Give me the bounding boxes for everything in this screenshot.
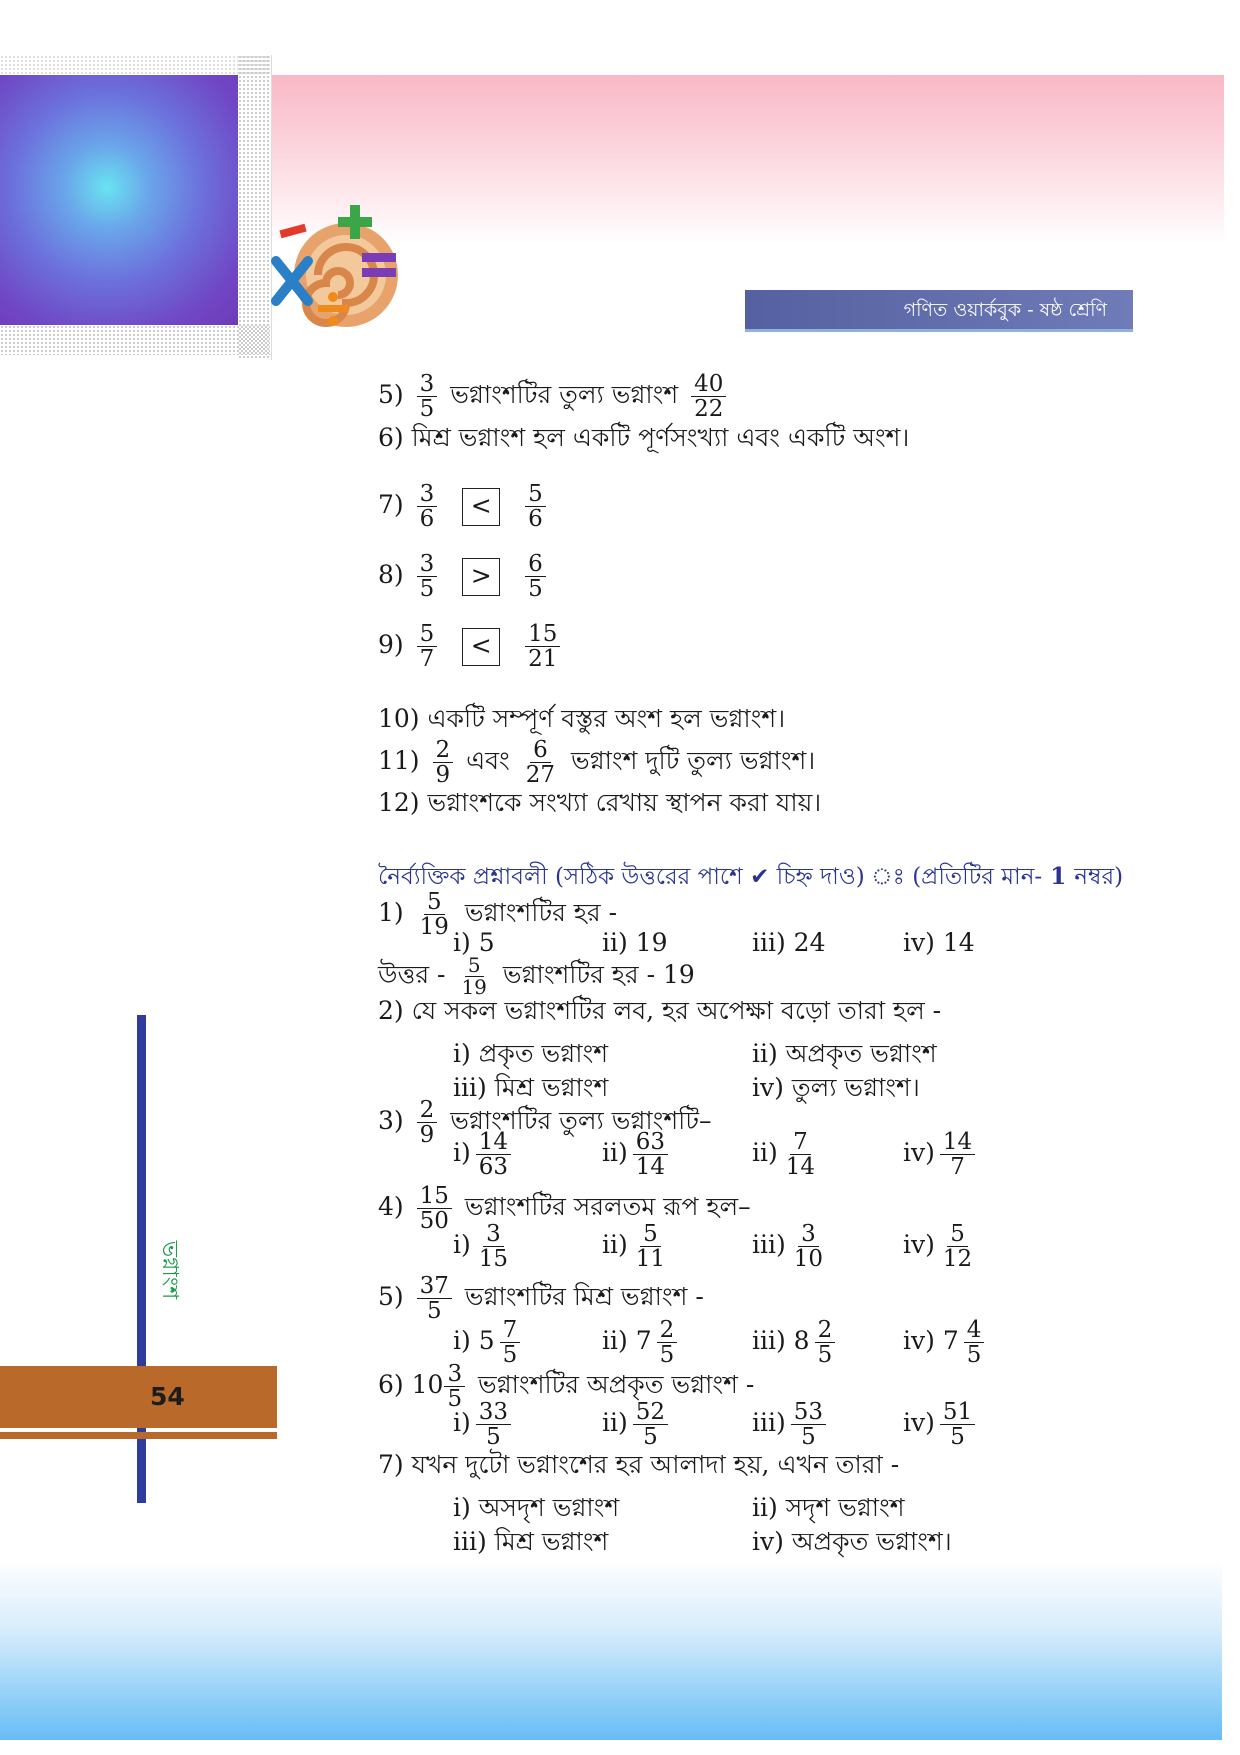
- fraction: $\frac{2}{9}$: [433, 738, 454, 787]
- mcq-option[interactable]: ii) $\frac{63}{14}$: [602, 1130, 673, 1179]
- mcq-option[interactable]: i) 5 $\frac{7}{5}$: [453, 1318, 525, 1367]
- mcq-option[interactable]: iv) $\frac{14}{7}$: [903, 1130, 980, 1179]
- mcq-section-title: নৈর্ব্যক্তিক প্রশ্নাবলী (সঠিক উত্তরের পাশে ✔ চিহ্ন দাও) ঃ (প্রতিটির মান- 1 নম্বর): [378, 863, 1124, 890]
- mcq-option[interactable]: ii) $\frac{52}{5}$: [602, 1400, 673, 1449]
- fraction: $\frac{5}{19}$: [461, 953, 487, 999]
- bottom-gradient: [0, 1560, 1222, 1740]
- mcq-option[interactable]: iii) 8 $\frac{2}{5}$: [752, 1318, 840, 1367]
- fraction: $\frac{6}{5}$: [525, 552, 546, 601]
- fraction: $\frac{15}{50}$: [417, 1184, 452, 1233]
- dot-pattern-right: [238, 55, 270, 360]
- fraction: $\frac{5}{6}$: [525, 482, 546, 531]
- fraction: $\frac{5}{7}$: [417, 622, 438, 671]
- statement-6: 6) মিশ্র ভগ্নাংশ হল একটি পূর্ণসংখ্যা এবং একটি অংশ।: [378, 423, 910, 452]
- mcq-option[interactable]: iii) মিশ্র ভগ্নাংশ: [453, 1527, 609, 1556]
- mcq-option[interactable]: iii) $\frac{53}{5}$: [752, 1400, 831, 1449]
- book-title: গণিত ওয়ার্কবুক - ষষ্ঠ শ্রেণি: [903, 299, 1107, 321]
- dot-pattern-top: [0, 55, 270, 75]
- fraction: $\frac{6}{27}$: [525, 737, 556, 789]
- mcq-option[interactable]: iv) অপ্রকৃত ভগ্নাংশ।: [752, 1527, 952, 1556]
- chapter-label: ভগ্নাংশ: [157, 1240, 182, 1300]
- mcq-question-4: 4) $\frac{15}{50}$ ভগ্নাংশটির সরলতম রূপ হল–: [378, 1183, 751, 1235]
- mcq-option[interactable]: iv) $\frac{51}{5}$: [903, 1400, 980, 1449]
- mcq-option[interactable]: ii) অপ্রকৃত ভগ্নাংশ: [752, 1039, 937, 1068]
- math-symbols-logo-icon: [268, 205, 416, 337]
- comparison-sign-box: <: [462, 628, 500, 666]
- comparison-9: 9) $\frac{5}{7}$ < $\frac{15}{21}$: [378, 622, 565, 671]
- statement-10: 10) একটি সম্পূর্ণ বস্তুর অংশ হল ভগ্নাংশ।: [378, 704, 786, 733]
- mcq-question-5: 5) $\frac{37}{5}$ ভগ্নাংশটির মিশ্র ভগ্নাংশ -: [378, 1273, 704, 1325]
- comparison-7: 7) $\frac{3}{6}$ < $\frac{5}{6}$: [378, 482, 551, 531]
- mcq-option[interactable]: i) 5: [453, 928, 495, 957]
- mcq-option[interactable]: ii) $\frac{7}{14}$: [752, 1129, 816, 1181]
- fraction: $\frac{5}{19}$: [419, 889, 449, 941]
- statement-12: 12) ভগ্নাংশকে সংখ্যা রেখায় স্থাপন করা যায়।: [378, 788, 822, 817]
- mcq-option[interactable]: i) $\frac{3}{15}$: [453, 1221, 509, 1273]
- decorative-gradient-square: [0, 75, 238, 325]
- fraction: $\frac{3}{6}$: [417, 482, 438, 531]
- statement-5: 5) $\frac{3}{5}$ ভগ্নাংশটির তুল্য ভগ্নাংশ $\frac{40}{22}$: [378, 372, 731, 421]
- mcq-option[interactable]: iii) $\frac{3}{10}$: [752, 1221, 824, 1273]
- page-number: 54: [150, 1382, 185, 1411]
- mcq-option[interactable]: iii) মিশ্র ভগ্নাংশ: [453, 1073, 609, 1102]
- mcq-question-6: 6) 10 $\frac{3}{5}$ ভগ্নাংশটির অপ্রকৃত ভগ্নাংশ -: [378, 1361, 755, 1413]
- mcq-option[interactable]: iv) 7 $\frac{4}{5}$: [903, 1318, 989, 1367]
- book-title-banner: [745, 290, 1133, 332]
- mcq-question-7: 7) যখন দুটো ভগ্নাংশের হর আলাদা হয়, এখন তারা -: [378, 1450, 900, 1479]
- mcq-option[interactable]: i) $\frac{33}{5}$: [453, 1400, 516, 1449]
- mcq-option[interactable]: iv) 14: [903, 928, 975, 957]
- mcq-option[interactable]: i) প্রকৃত ভগ্নাংশ: [453, 1039, 609, 1068]
- mcq-option[interactable]: i) অসদৃশ ভগ্নাংশ: [453, 1493, 620, 1522]
- mcq-option[interactable]: ii) $\frac{5}{11}$: [602, 1221, 666, 1273]
- fraction: $\frac{37}{5}$: [417, 1274, 452, 1323]
- fraction: $\frac{3}{5}$: [417, 372, 438, 421]
- fraction: $\frac{3}{5}$: [417, 552, 438, 601]
- dot-pattern-bottom: [0, 325, 270, 355]
- page-number-underline: [0, 1432, 277, 1439]
- mcq-option[interactable]: i) $\frac{14}{63}$: [453, 1130, 516, 1179]
- comparison-8: 8) $\frac{3}{5}$ > $\frac{6}{5}$: [378, 552, 551, 601]
- chapter-side-bar: [137, 1015, 146, 1503]
- statement-11: 11) $\frac{2}{9}$ এবং $\frac{6}{27}$ ভগ্নাংশ দুটি তুল্য ভগ্নাংশ।: [378, 737, 816, 789]
- mcq-option[interactable]: iv) $\frac{5}{12}$: [903, 1221, 973, 1273]
- mcq-option[interactable]: ii) 7 $\frac{2}{5}$: [602, 1318, 682, 1367]
- fraction: $\frac{3}{5}$: [444, 1362, 465, 1411]
- mcq-option[interactable]: iii) 24: [752, 928, 826, 957]
- comparison-sign-box: >: [462, 558, 500, 596]
- mcq-option[interactable]: iv) তুল্য ভগ্নাংশ।: [752, 1073, 920, 1102]
- mcq-answer-1: উত্তর - $\frac{5}{19}$ ভগ্নাংশটির হর - 19: [378, 953, 695, 999]
- fraction: $\frac{40}{22}$: [691, 372, 726, 421]
- mcq-question-2: 2) যে সকল ভগ্নাংশটির লব, হর অপেক্ষা বড়ো তারা হল -: [378, 996, 942, 1025]
- fraction: $\frac{15}{21}$: [525, 622, 560, 671]
- mcq-question-1: 1) $\frac{5}{19}$ ভগ্নাংশটির হর -: [378, 889, 618, 941]
- fraction: $\frac{2}{9}$: [417, 1098, 438, 1147]
- mcq-question-3: 3) $\frac{2}{9}$ ভগ্নাংশটির তুল্য ভগ্নাংশটি–: [378, 1097, 712, 1149]
- comparison-sign-box: <: [462, 488, 500, 526]
- mcq-option[interactable]: ii) 19: [602, 928, 668, 957]
- mcq-option[interactable]: ii) সদৃশ ভগ্নাংশ: [752, 1493, 905, 1522]
